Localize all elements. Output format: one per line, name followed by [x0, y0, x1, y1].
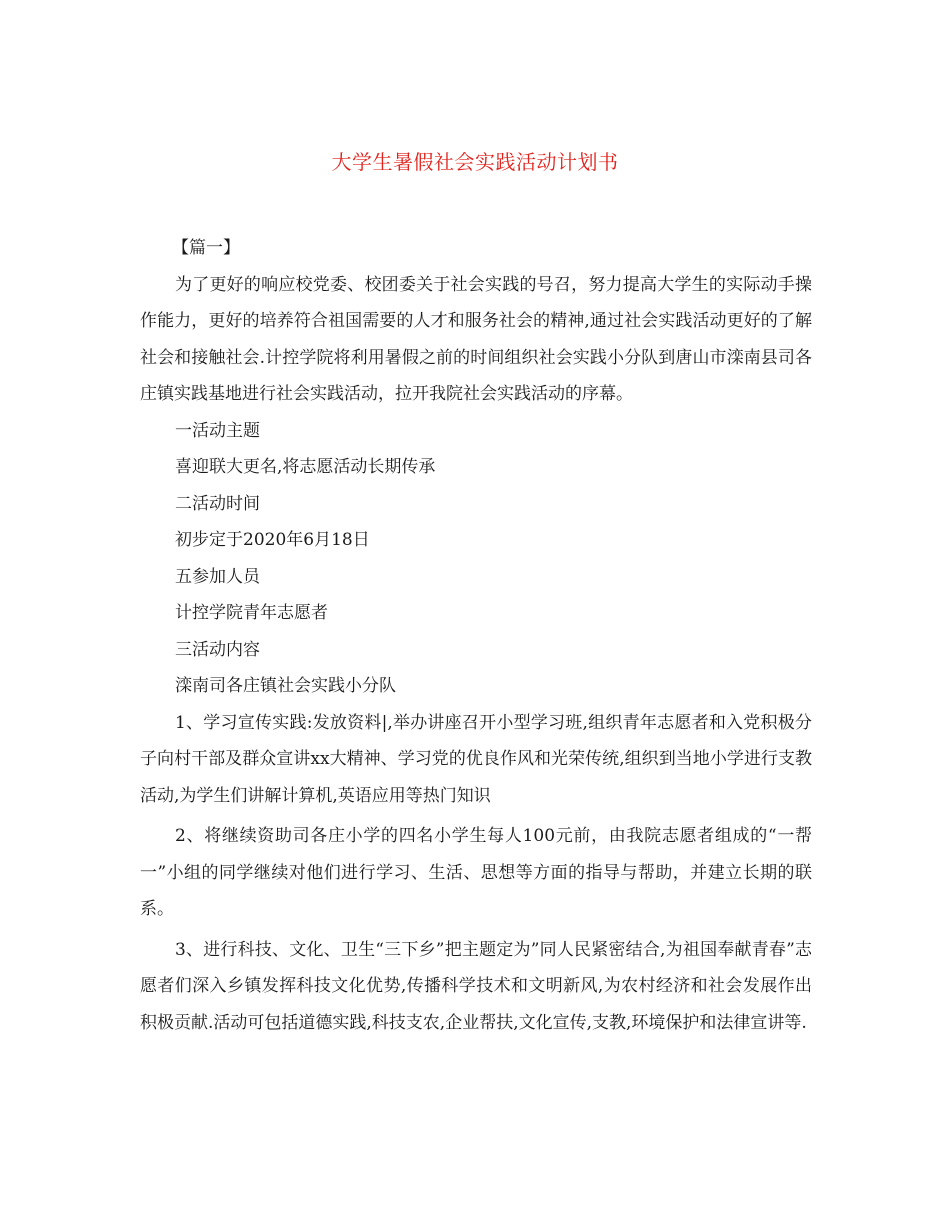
participants-text: 计控学院青年志愿者 [175, 603, 328, 623]
intro-paragraph: 为了更好的响应校党委、校团委关于社会实践的号召，努力提高大学生的实际动手操作能力，更好的培养符合祖国需要的人才和服务社会的精神,通过社会实践活动更好的了解社会和接触社会.计控学院将利用暑假之前的时间组织社会实践小分队到唐山市滦南县司各庄镇实践基地进行社会实践活动，拉开我院社会实践活动的序幕。 [140, 274, 812, 404]
section-label: 【篇一】 [172, 238, 240, 258]
activity-theme-text: 喜迎联大更名,将志愿活动长期传承 [175, 457, 436, 477]
heading-activity-theme: 一活动主题 [175, 420, 260, 441]
activity-time-text: 初步定于2020年6月18日 [175, 530, 370, 550]
heading-activity-time: 二活动时间 [175, 493, 260, 514]
activity-team-text: 滦南司各庄镇社会实践小分队 [175, 676, 396, 696]
content-paragraph-2: 2、将继续资助司各庄小学的四名小学生每人100元前，由我院志愿者组成的“一帮一”小组的同学继续对他们进行学习、生活、思想等方面的指导与帮助，并建立长期的联系。 [140, 826, 812, 919]
document-body [140, 230, 812, 1041]
document-title: 大学生暑假社会实践活动计划书 [331, 150, 619, 174]
heading-activity-content: 三活动内容 [175, 639, 260, 660]
heading-participants: 五参加人员 [175, 566, 260, 587]
content-paragraph-1: 1、学习宣传实践:发放资料|,举办讲座召开小型学习班,组织青年志愿者和入党积极分子向村干部及群众宣讲xx大精神、学习党的优良作风和光荣传统,组织到当地小学进行支教活动,为学生们讲解计算机,英语应用等热门知识 [140, 712, 812, 806]
content-paragraph-3: 3、进行科技、文化、卫生“三下乡”把主题定为”同人民紧密结合,为祖国奉献青春”志愿者们深入乡镇发挥科技文化优势,传播科学技术和文明新风,为农村经济和社会发展作出积极贡献.活动可包括道德实践,科技支农,企业帮扶,文化宣传,支教,环境保护和法律宣讲等. [140, 939, 812, 1033]
